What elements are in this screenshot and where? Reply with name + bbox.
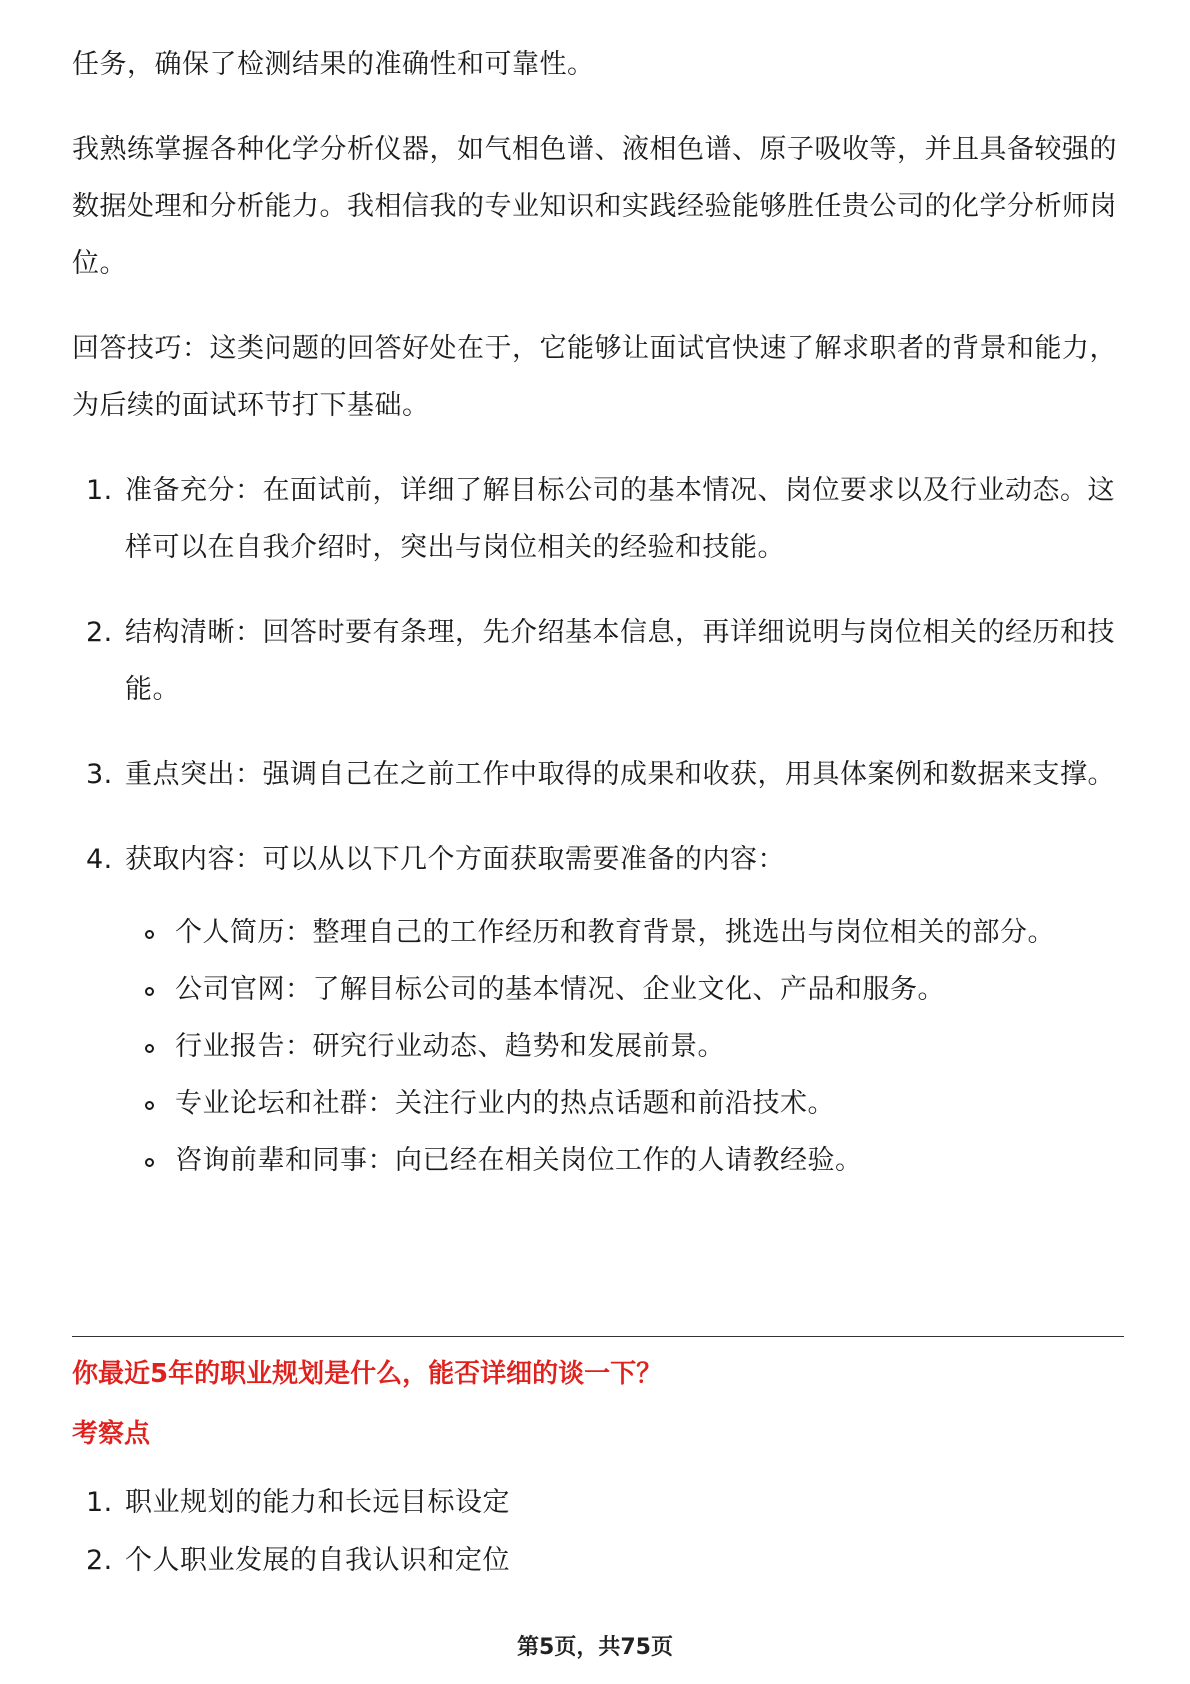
list-item-text: 个人简历：整理自己的工作经历和教育背景，挑选出与岗位相关的部分。 <box>175 917 1055 948</box>
list-number: 2. <box>86 617 113 648</box>
tips-list-item <box>72 746 1124 803</box>
paragraph-continuation: 任务，确保了检测结果的准确性和可靠性。 <box>72 49 595 80</box>
list-number: 4. <box>86 844 113 875</box>
list-item-text: 专业论坛和社群：关注行业内的热点话题和前沿技术。 <box>175 1088 835 1119</box>
paragraph-answer-tips: 回答技巧：这类问题的回答好处在于，它能够让面试官快速了解求职者的背景和能力，为后续的面试环节打下基础。 <box>72 333 1117 421</box>
circle-bullet-icon <box>145 1101 154 1110</box>
list-number: 2. <box>86 1545 113 1576</box>
section-divider <box>72 1336 1124 1337</box>
circle-bullet-icon <box>145 987 154 996</box>
section-subheading: 考察点 <box>72 1419 151 1449</box>
list-number: 1. <box>86 475 113 506</box>
circle-bullet-icon <box>145 1158 154 1167</box>
list-item-text: 咨询前辈和同事：向已经在相关岗位工作的人请教经验。 <box>175 1145 863 1176</box>
sources-list <box>125 904 1124 1189</box>
list-number: 3. <box>86 759 113 790</box>
sources-list-item <box>125 961 1124 1018</box>
assessment-points-list <box>72 1474 1124 1590</box>
list-item-text: 职业规划的能力和长远目标设定 <box>125 1487 510 1518</box>
circle-bullet-icon <box>145 1044 154 1053</box>
list-item-text: 行业报告：研究行业动态、趋势和发展前景。 <box>175 1031 725 1062</box>
sources-list-item <box>125 1132 1124 1189</box>
assessment-point-item <box>72 1532 1124 1590</box>
sources-list-item <box>125 1075 1124 1132</box>
tips-list-item <box>72 831 1124 1189</box>
document-body <box>72 36 1124 1217</box>
list-item-text: 获取内容：可以从以下几个方面获取需要准备的内容： <box>125 844 785 875</box>
question-heading: 你最近5年的职业规划是什么，能否详细的谈一下？ <box>72 1359 663 1389</box>
page-number-footer: 第5页，共75页 <box>517 1635 673 1660</box>
tips-list <box>72 462 1124 1189</box>
list-item-text: 公司官网：了解目标公司的基本情况、企业文化、产品和服务。 <box>175 974 945 1005</box>
tips-list-item <box>72 604 1124 718</box>
circle-bullet-icon <box>145 930 154 939</box>
list-item-text: 个人职业发展的自我认识和定位 <box>125 1545 510 1576</box>
sources-list-item <box>125 904 1124 961</box>
list-item-text: 结构清晰：回答时要有条理，先介绍基本信息，再详细说明与岗位相关的经历和技能。 <box>125 617 1115 705</box>
list-number: 1. <box>86 1487 113 1518</box>
list-item-text: 重点突出：强调自己在之前工作中取得的成果和收获，用具体案例和数据来支撑。 <box>125 759 1115 790</box>
list-item-text: 准备充分：在面试前，详细了解目标公司的基本情况、岗位要求以及行业动态。这样可以在自我介绍时，突出与岗位相关的经验和技能。 <box>125 475 1115 563</box>
tips-list-item <box>72 462 1124 576</box>
assessment-point-item <box>72 1474 1124 1532</box>
sources-list-item <box>125 1018 1124 1075</box>
paragraph-skills: 我熟练掌握各种化学分析仪器，如气相色谱、液相色谱、原子吸收等，并且具备较强的数据处理和分析能力。我相信我的专业知识和实践经验能够胜任贵公司的化学分析师岗位。 <box>72 134 1117 279</box>
